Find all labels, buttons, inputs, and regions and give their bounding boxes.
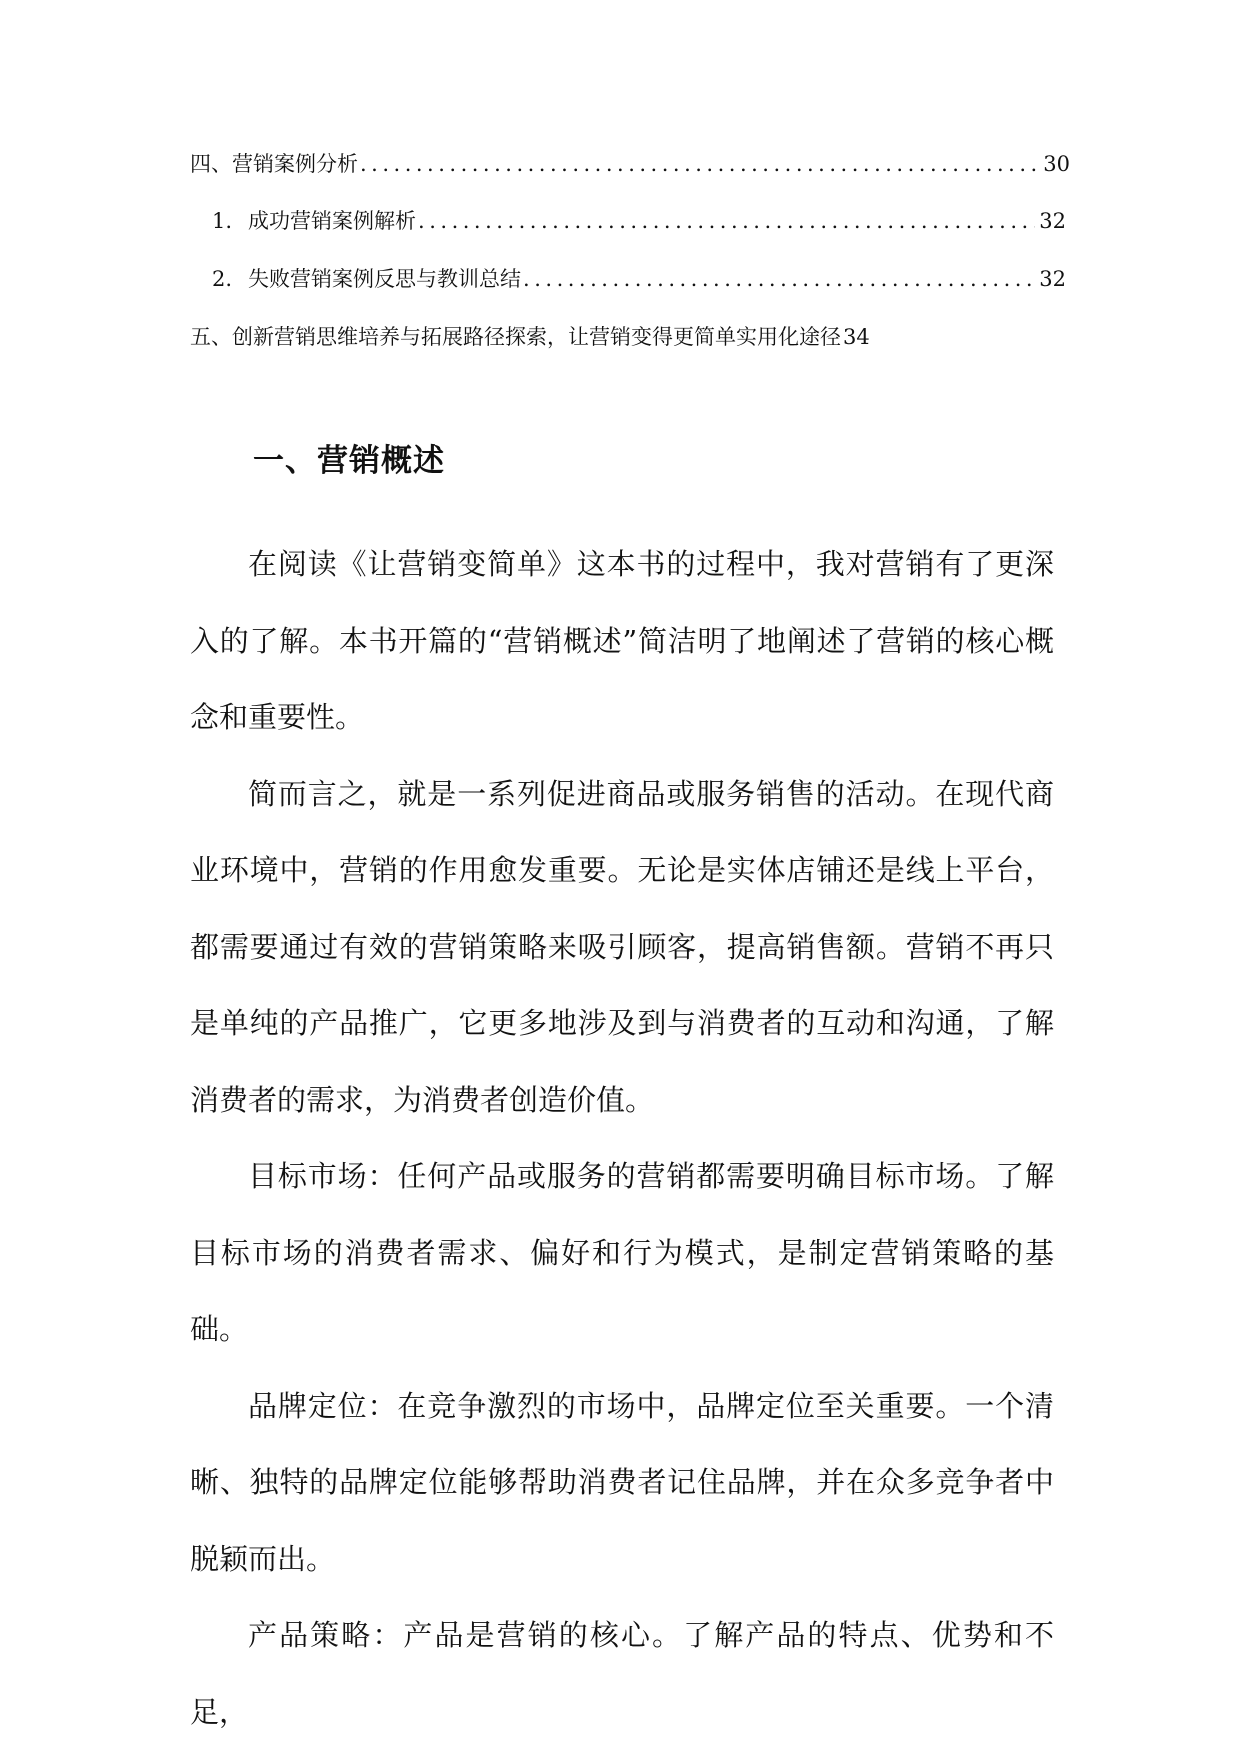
toc-entry-title: 成功营销案例解析 (248, 209, 417, 233)
toc-entry[interactable] (190, 323, 1070, 351)
toc-entry-title: 四、营销案例分析 (190, 152, 358, 176)
toc-entry-page: 32 (1039, 267, 1066, 291)
toc-entry[interactable] (190, 150, 1070, 178)
toc-entry[interactable] (212, 207, 1066, 235)
body-paragraph: 品牌定位：在竞争激烈的市场中，品牌定位至关重要。一个清晰、独特的品牌定位能够帮助消费者记住品牌，并在众多竞争者中脱颖而出。 (190, 1388, 1054, 1576)
body-paragraph: 简而言之，就是一系列促进商品或服务销售的活动。在现代商业环境中，营销的作用愈发重要。无论是实体店铺还是线上平台，都需要通过有效的营销策略来吸引顾客，提高销售额。营销不再只是单纯的产品推广，它更多地涉及到与消费者的互动和沟通，了解消费者的需求，为消费者创造价值。 (190, 776, 1054, 1117)
toc-entry-page: 30 (1043, 152, 1070, 176)
toc-dot-leader (360, 150, 1039, 178)
toc-entry-page: 32 (1039, 209, 1066, 233)
section-body (190, 526, 1054, 1750)
body-paragraph: 产品策略：产品是营销的核心。了解产品的特点、优势和不足， (190, 1618, 1054, 1729)
body-paragraph: 目标市场：任何产品或服务的营销都需要明确目标市场。了解目标市场的消费者需求、偏好和行为模式，是制定营销策略的基础。 (190, 1159, 1054, 1346)
toc-dot-leader (523, 265, 1035, 293)
toc-entry-number: 2. (212, 267, 233, 291)
toc-entry[interactable] (212, 265, 1066, 293)
toc-entry-page: 34 (843, 325, 870, 349)
section-heading: 一、营销概述 (253, 443, 445, 479)
toc-entry-number: 1. (212, 209, 233, 233)
toc-entry-title: 五、创新营销思维培养与拓展路径探索，让营销变得更简单实用化途径 (190, 325, 841, 349)
toc-dot-leader (418, 207, 1035, 235)
body-paragraph: 在阅读《让营销变简单》这本书的过程中，我对营销有了更深入的了解。本书开篇的“营销概述”简洁明了地阐述了营销的核心概念和重要性。 (190, 547, 1054, 734)
toc-entry-title: 失败营销案例反思与教训总结 (248, 267, 522, 291)
